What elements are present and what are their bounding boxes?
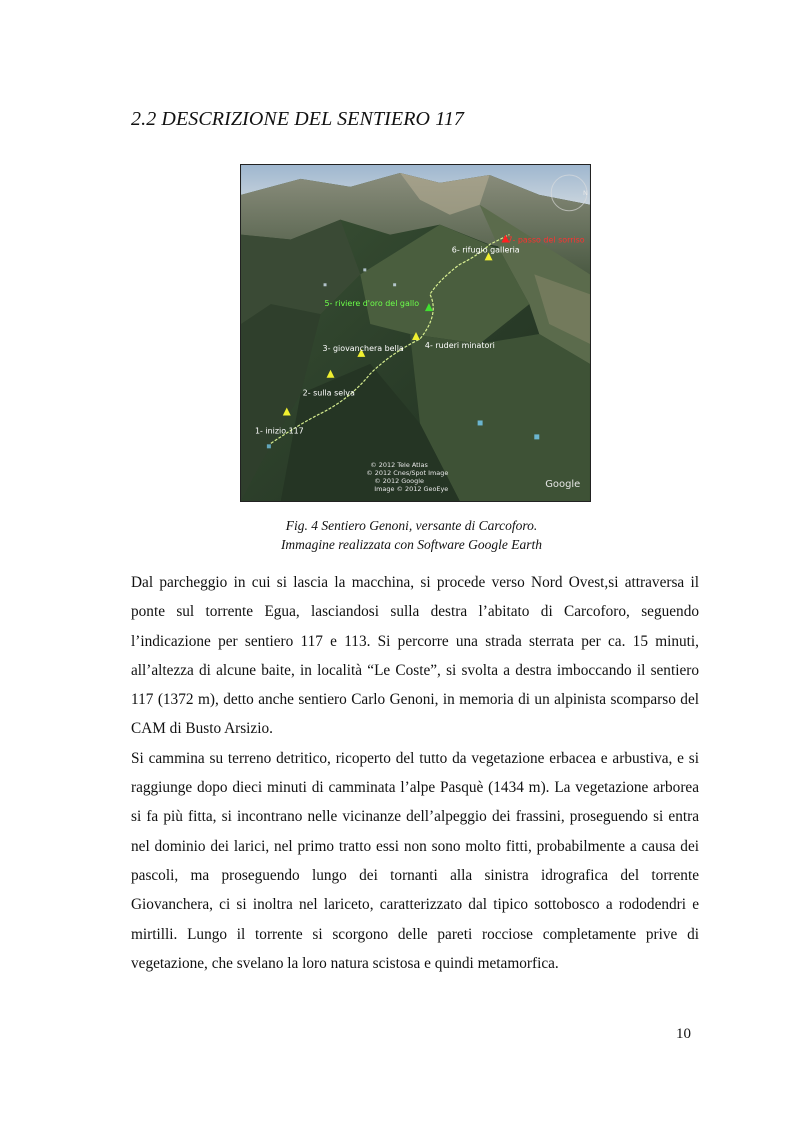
caption-line-2: Immagine realizzata con Software Google Earth xyxy=(280,537,543,552)
body-text xyxy=(131,568,699,978)
marker-3-label: 3- giovanchera bella xyxy=(322,343,404,353)
trail-map-figure xyxy=(240,164,591,502)
google-logo: Google xyxy=(545,479,581,491)
marker-6-label: 6- rifugio galleria xyxy=(451,245,520,255)
svg-text:© 2012 Google: © 2012 Google xyxy=(374,477,424,486)
paragraph-2: Si cammina su terreno detritico, ricoperto del tutto da vegetazione erbacea e arbustiva, e si raggiunge dopo dieci minuti di camminata l’alpe Pasquè (1434 m). La vegetazione arborea si fa più fitta, si incontrano nelle vicinanze dell’alpeggio dei frassini, proseguendo si entra nel dominio dei larici, nel primo tratto essi non sono molto fitti, probabilmente a causa dei pascoli, ma proseguendo lungo dei tornanti alla sinistra idrografica del torrente Giovanchera, ci si inoltra nel lariceto, caratterizzato dal tipico sottobosco a rododendri e mirtilli. Lungo il torrente si scorgono delle pareti rocciose completamente prive di vegetazione, che svelano la loro natura scistosa e quindi metamorfica. xyxy=(131,749,699,972)
caption-line-1: Fig. 4 Sentiero Genoni, versante di Carcoforo. xyxy=(285,518,538,533)
marker-7-label: 7- passo del sorriso xyxy=(507,235,585,245)
section-heading: 2.2 DESCRIZIONE DEL SENTIERO 117 xyxy=(131,108,465,130)
figure-caption xyxy=(131,516,692,554)
svg-text:© 2012 Tele Atlas: © 2012 Tele Atlas xyxy=(370,461,428,470)
svg-text:N: N xyxy=(583,188,588,197)
marker-7 xyxy=(501,235,584,245)
marker-4-label: 4- ruderi minatori xyxy=(424,340,495,350)
google-earth-image xyxy=(241,165,590,501)
marker-1-label: 1- inizio 117 xyxy=(254,426,304,436)
svg-text:Image © 2012 GeoEye: Image © 2012 GeoEye xyxy=(374,485,449,494)
marker-2-label: 2- sulla selva xyxy=(302,388,355,398)
paragraph-1: Dal parcheggio in cui si lascia la macchina, si procede verso Nord Ovest,si attraversa il ponte sul torrente Egua, lasciandosi sulla destra l’abitato di Carcoforo, seguendo l’indicazione per sentiero 117 e 113. Si percorre una strada sterrata per ca. 15 minuti, all’altezza di alcune baite, in località “Le Coste”, si svolta a destra imboccando il sentiero 117 (1372 m), detto anche sentiero Carlo Genoni, in memoria di un alpinista scomparso del CAM di Busto Arsizio. xyxy=(131,574,699,738)
marker-5-label: 5- riviere d'oro del gallo xyxy=(324,299,420,309)
svg-text:© 2012 Cnes/Spot Image: © 2012 Cnes/Spot Image xyxy=(366,469,449,478)
page-number: 10 xyxy=(676,1026,691,1042)
